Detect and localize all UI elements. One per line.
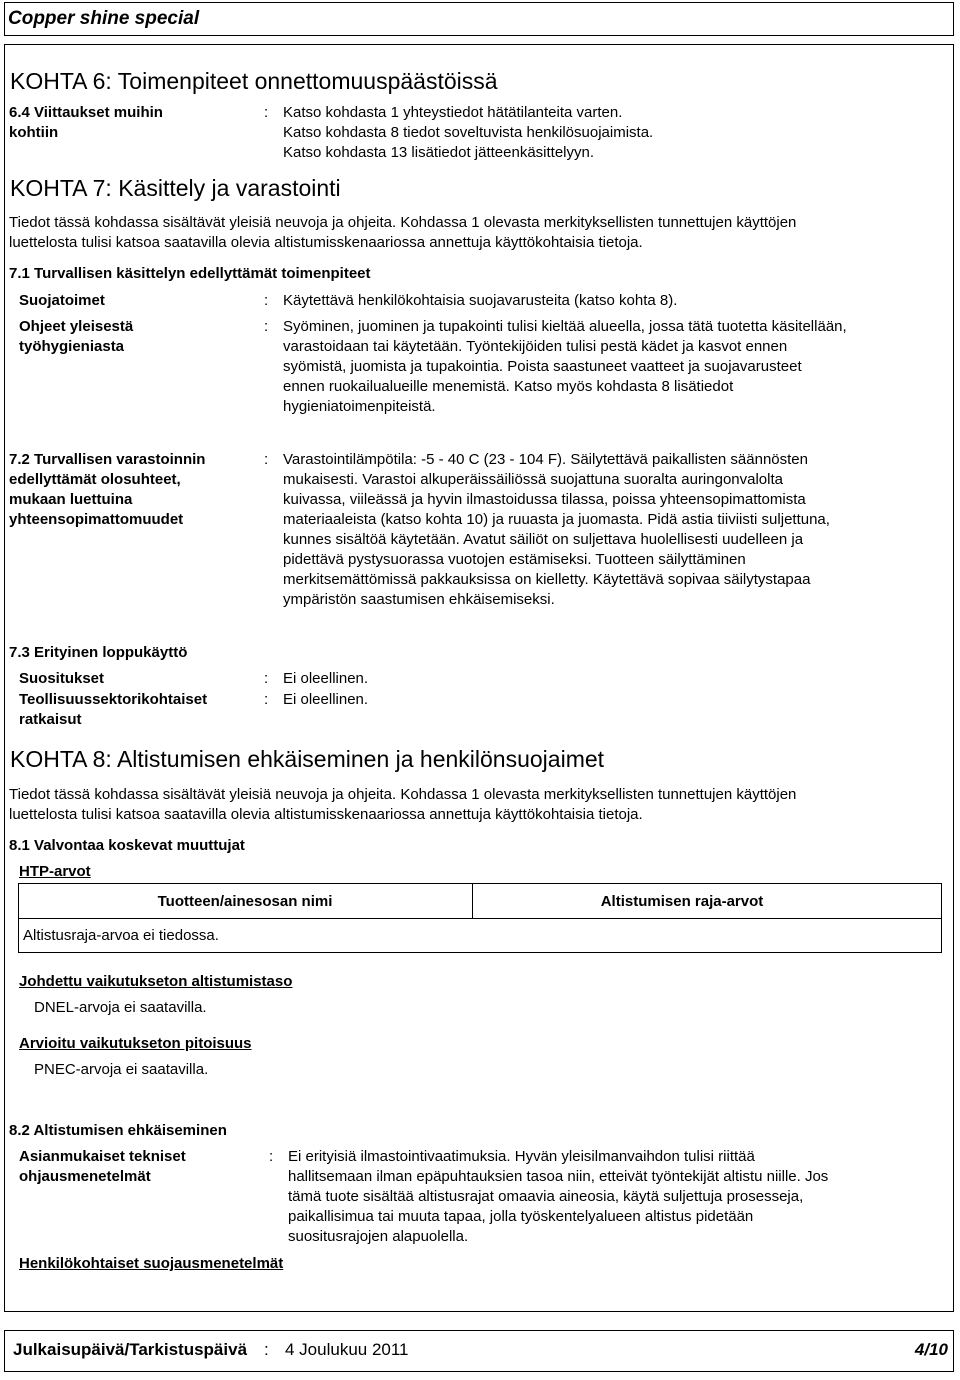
s6-4-label-line-1: 6.4 Viittaukset muihin xyxy=(9,104,163,121)
engineering-value-line-4: paikallisimua tai muuta tapaa, jolla työskentelyalueen altistus pidetään xyxy=(288,1208,754,1225)
footer-page-number: 4/10 xyxy=(914,1340,948,1359)
s8-1-title: 8.1 Valvontaa koskevat muuttujat xyxy=(9,837,245,854)
protective-measures-label: Suojatoimet xyxy=(19,292,105,309)
footer-colon: : xyxy=(264,1340,269,1359)
section-8-title: KOHTA 8: Altistumisen ehkäiseminen ja henkilönsuojaimet xyxy=(10,746,605,772)
recommendations-colon: : xyxy=(264,670,269,687)
table-row: Altistusraja-arvoa ei tiedossa. xyxy=(23,927,219,944)
storage-value-line-8: ympäristön saastumisen ehkäisemiseksi. xyxy=(283,591,555,608)
engineering-value-line-3: tämä tuote sisältää altistusrajat omaavia aineosia, käytä suljettuja prosesseja, xyxy=(288,1188,804,1205)
s8-intro-line-1: Tiedot tässä kohdassa sisältävät yleisiä neuvoja ja ohjeita. Kohdassa 1 olevasta merkityksellisten tunnettujen käyttöjen xyxy=(9,786,797,803)
engineering-label-line-1: Asianmukaiset tekniset xyxy=(19,1148,186,1165)
htp-heading: HTP-arvot xyxy=(19,863,91,880)
footer-label: Julkaisupäivä/Tarkistuspäivä xyxy=(13,1340,248,1359)
engineering-colon: : xyxy=(269,1148,274,1165)
s6-4-colon: : xyxy=(264,104,269,121)
s7-2-label-line-4: yhteensopimattomuudet xyxy=(9,511,184,528)
s7-2-colon: : xyxy=(264,451,269,468)
protective-measures-colon: : xyxy=(264,292,269,309)
hygiene-value-line-1: Syöminen, juominen ja tupakointi tulisi kieltää alueella, jossa tätä tuotetta käsitellään, xyxy=(283,318,847,335)
hygiene-colon: : xyxy=(264,318,269,335)
s8-intro-line-2: luettelosta tulisi katsoa saatavilla olevia altistumisskenaariossa annettuja käyttökohtaisia tietoja. xyxy=(9,806,643,823)
table-row-divider xyxy=(18,918,942,919)
pnec-value: PNEC-arvoja ei saatavilla. xyxy=(34,1061,209,1078)
engineering-value-line-5: suositusrajojen alapuolella. xyxy=(288,1228,469,1245)
s6-4-label-line-2: kohtiin xyxy=(9,124,59,141)
section-6-title: KOHTA 6: Toimenpiteet onnettomuuspäästöissä xyxy=(10,68,498,94)
table-header-product: Tuotteen/ainesosan nimi xyxy=(157,893,333,910)
s7-2-label-line-1: 7.2 Turvallisen varastoinnin xyxy=(9,451,206,468)
hygiene-value-line-3: syömistä, juomista ja tupakointia. Poista saastuneet vaatteet ja suojavarusteet xyxy=(283,358,802,375)
storage-value-line-1: Varastointilämpötila: -5 - 40 C (23 - 104 F). Säilytettävä paikallisten säännösten xyxy=(283,451,808,468)
engineering-label-line-2: ohjausmenetelmät xyxy=(19,1168,151,1185)
personal-protection-heading: Henkilökohtaiset suojausmenetelmät xyxy=(19,1255,284,1272)
engineering-value-line-2: hallitsemaan ilman epäpuhtauksien tasoa niin, etteivät työntekijät altistu niille. Jos xyxy=(288,1168,829,1185)
recommendations-value: Ei oleellinen. xyxy=(283,670,369,687)
industry-colon: : xyxy=(264,691,269,708)
product-title: Copper shine special xyxy=(8,8,200,29)
recommendations-label: Suositukset xyxy=(19,670,105,687)
footer-date: 4 Joulukuu 2011 xyxy=(285,1340,409,1359)
storage-value-line-5: kunnes sisältöä käytetään. Avatut säiliöt on suljettava huolellisesti uudelleen ja xyxy=(283,531,804,548)
s7-1-title: 7.1 Turvallisen käsittelyn edellyttämät toimenpiteet xyxy=(9,265,371,282)
industry-label-line-1: Teollisuussektorikohtaiset xyxy=(19,691,208,708)
s7-intro-line-2: luettelosta tulisi katsoa saatavilla olevia altistumisskenaariossa annettuja käyttökohtaisia tietoja. xyxy=(9,234,643,251)
dnel-value: DNEL-arvoja ei saatavilla. xyxy=(34,999,207,1016)
storage-value-line-4: materiaaleista (katso kohta 10) ja ruuasta ja juomasta. Pidä astia tiiviisti suljettuna, xyxy=(283,511,830,528)
storage-value-line-3: kuivassa, viileässä ja hyvin ilmastoidussa tilassa, poissa yhteensopimattomista xyxy=(283,491,806,508)
s7-2-label-line-2: edellyttämät olosuhteet, xyxy=(9,471,181,488)
hygiene-label-line-2: työhygieniasta xyxy=(19,338,125,355)
table-header-limits: Altistumisen raja-arvot xyxy=(600,893,764,910)
hygiene-label-line-1: Ohjeet yleisestä xyxy=(19,318,134,335)
hygiene-value-line-4: ennen ruokailualueille menemistä. Katso myös kohdasta 8 lisätiedot xyxy=(283,378,734,395)
section-7-title: KOHTA 7: Käsittely ja varastointi xyxy=(10,175,341,201)
storage-value-line-6: pidettävä pystysuorassa vuotojen estämiseksi. Tuotteen säilyttäminen xyxy=(283,551,746,568)
s7-3-title: 7.3 Erityinen loppukäyttö xyxy=(9,644,188,661)
s6-4-value-line-1: Katso kohdasta 1 yhteystiedot hätätilanteita varten. xyxy=(283,104,623,121)
protective-measures-value: Käytettävä henkilökohtaisia suojavarusteita (katso kohta 8). xyxy=(283,292,678,309)
dnel-heading: Johdettu vaikutukseton altistumistaso xyxy=(19,973,293,990)
industry-value: Ei oleellinen. xyxy=(283,691,369,708)
hygiene-value-line-5: hygieniatoimenpiteistä. xyxy=(283,398,436,415)
hygiene-value-line-2: varastoidaan tai käytetään. Työntekijöiden tulisi pestä kädet ja kasvot ennen xyxy=(283,338,788,355)
s6-4-value-line-2: Katso kohdasta 8 tiedot soveltuvista henkilösuojaimista. xyxy=(283,124,654,141)
engineering-value-line-1: Ei erityisiä ilmastointivaatimuksia. Hyvän yleisilmanvaihdon tulisi riittää xyxy=(288,1148,755,1165)
s6-4-value-line-3: Katso kohdasta 13 lisätiedot jätteenkäsittelyyn. xyxy=(283,144,595,161)
storage-value-line-7: merkitsemättömissä pakkauksissa on kielletty. Käytettävä sopivaa säilytystapaa xyxy=(283,571,811,588)
industry-label-line-2: ratkaisut xyxy=(19,711,82,728)
s7-intro-line-1: Tiedot tässä kohdassa sisältävät yleisiä neuvoja ja ohjeita. Kohdassa 1 olevasta merkityksellisten tunnettujen käyttöjen xyxy=(9,214,797,231)
s7-2-label-line-3: mukaan luettuina xyxy=(9,491,133,508)
s8-2-title: 8.2 Altistumisen ehkäiseminen xyxy=(9,1122,227,1139)
storage-value-line-2: mukaisesti. Varastoi alkuperäissäiliössä suojattuna suoralta auringonvalolta xyxy=(283,471,783,488)
pnec-heading: Arvioitu vaikutukseton pitoisuus xyxy=(19,1035,252,1052)
